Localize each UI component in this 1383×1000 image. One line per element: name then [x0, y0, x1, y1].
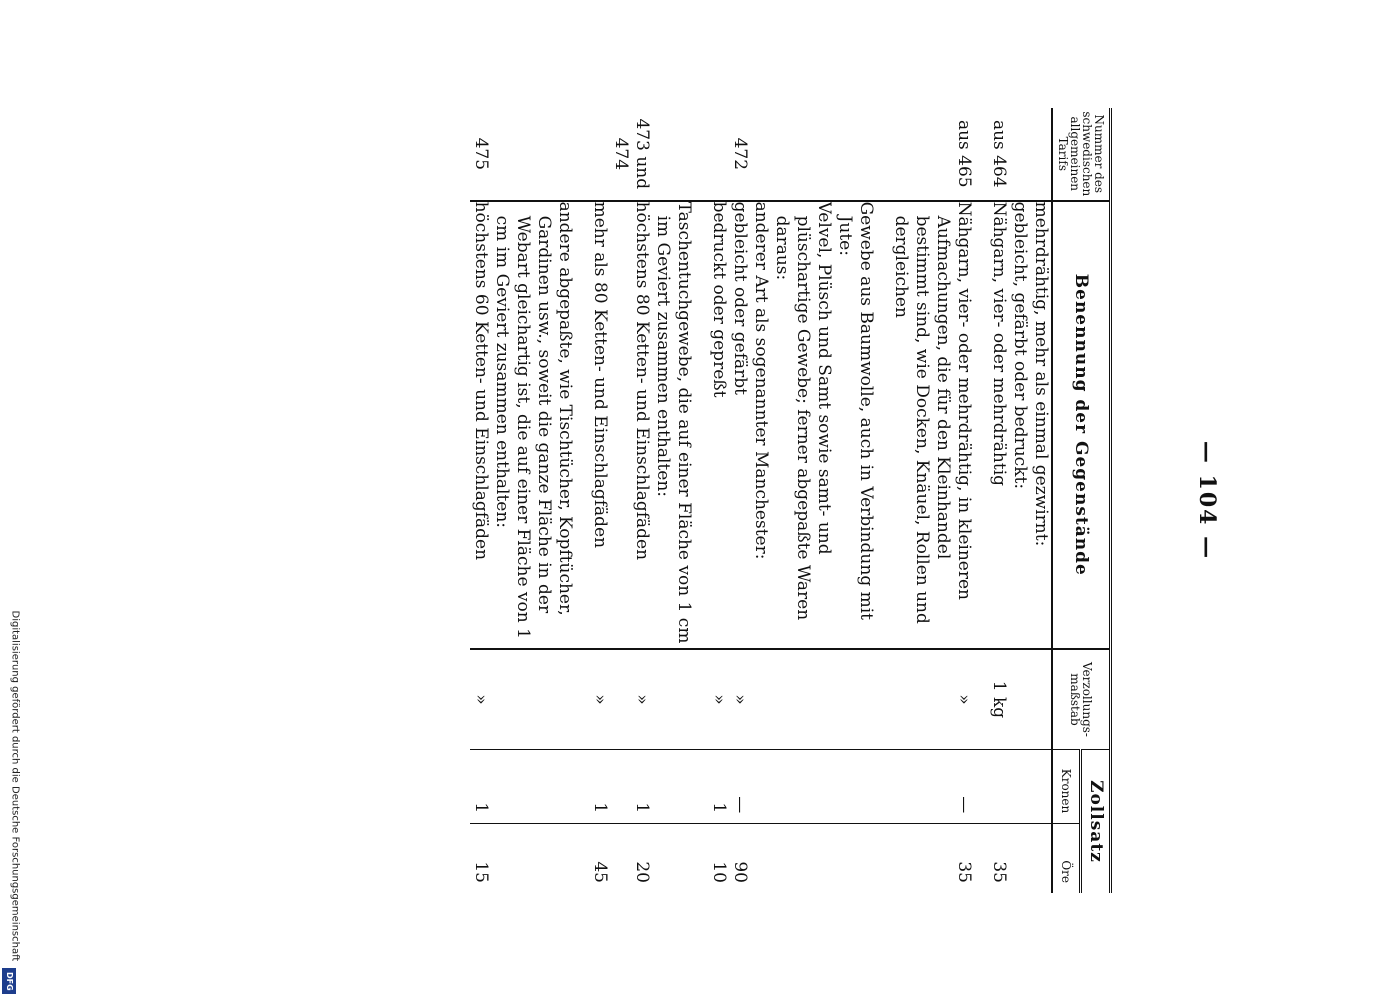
duty-unit: »	[729, 649, 750, 749]
table-row	[589, 108, 610, 893]
duty-unit: »	[890, 649, 974, 749]
duty-unit: »	[589, 649, 610, 749]
header-kronen: Kronen	[1052, 749, 1081, 823]
duty-kronen	[491, 749, 575, 823]
spacer-cell	[876, 649, 890, 749]
header-duty: Zollsatz	[1081, 749, 1111, 893]
table-row	[988, 108, 1009, 893]
duty-ore	[652, 824, 694, 893]
table-row	[491, 108, 575, 893]
tariff-number	[834, 108, 876, 201]
item-description: Nähgarn, vier- oder mehrdrähtig, in kleineren Aufmachungen, die für den Kleinhandel bestimmt sind, wie Docken, Knäuel, Rollen und dergleichen	[890, 201, 974, 649]
tariff-number	[1030, 108, 1052, 201]
tariff-number	[1009, 108, 1030, 201]
duty-kronen	[750, 749, 771, 823]
duty-ore	[1009, 824, 1030, 893]
duty-kronen	[1030, 749, 1052, 823]
duty-kronen	[834, 749, 876, 823]
spacer-cell	[694, 201, 708, 649]
table-row	[834, 108, 876, 893]
row-spacer	[876, 108, 890, 893]
spacer-cell	[974, 824, 988, 893]
spacer-cell	[974, 201, 988, 649]
table-row	[729, 108, 750, 893]
tariff-number	[652, 108, 694, 201]
item-description: Gewebe aus Baumwolle, auch in Verbindung mit Jute:	[834, 201, 876, 649]
credit-text: Digitalisierung gefördert durch die Deutsche Forschungsgemeinschaft	[9, 610, 21, 962]
spacer-cell	[974, 108, 988, 201]
spacer-cell	[694, 824, 708, 893]
spacer-cell	[974, 649, 988, 749]
item-description: Velvel, Plüsch und Samt sowie samt- und plüschartige Gewebe; ferner abgepaßte Waren daraus:	[771, 201, 834, 649]
spacer-cell	[575, 749, 589, 823]
spacer-cell	[876, 824, 890, 893]
tariff-number: 472	[729, 108, 750, 201]
item-description: Nähgarn, vier- oder mehrdrähtig	[988, 201, 1009, 649]
header-ore: Öre	[1052, 824, 1081, 893]
tariff-number	[589, 108, 610, 201]
spacer-cell	[974, 749, 988, 823]
item-description: mehr als 80 Ketten- und Einschlagfäden	[589, 201, 610, 649]
spacer-cell	[876, 749, 890, 823]
header-description: Benennung der Gegenstände	[1052, 201, 1111, 649]
duty-unit: »	[610, 649, 652, 749]
duty-ore	[771, 824, 834, 893]
duty-ore	[750, 824, 771, 893]
table-row	[708, 108, 729, 893]
duty-unit	[750, 649, 771, 749]
item-description: gebleicht, gefärbt oder bedruckt:	[1009, 201, 1030, 649]
duty-kronen: 1	[610, 749, 652, 823]
row-spacer	[974, 108, 988, 893]
item-description: bedruckt oder gepreßt	[708, 201, 729, 649]
duty-kronen	[652, 749, 694, 823]
duty-kronen: 1	[589, 749, 610, 823]
dfg-logo: DFG	[2, 968, 16, 994]
table-header	[1081, 108, 1111, 893]
duty-kronen	[988, 749, 1009, 823]
duty-unit: 1 kg	[988, 649, 1009, 749]
duty-ore: 90	[730, 861, 750, 883]
table-row	[771, 108, 834, 893]
row-spacer	[694, 108, 708, 893]
table-row	[1009, 108, 1030, 893]
duty-ore	[1030, 824, 1052, 893]
page-number: — 104 —	[1194, 440, 1220, 561]
tariff-number	[491, 108, 575, 201]
table-row	[470, 108, 491, 893]
tariff-table	[470, 108, 1112, 893]
tariff-number: 473 und 474	[610, 108, 652, 201]
duty-ore: 35	[989, 861, 1009, 883]
tariff-number	[708, 108, 729, 201]
duty-unit: »	[470, 649, 491, 749]
duty-ore: 10	[709, 861, 729, 883]
duty-unit	[1009, 649, 1030, 749]
duty-kronen: —	[729, 749, 750, 823]
item-description: andere abgepaßte, wie Tischtücher, Kopftücher, Gardinen usw., soweit die ganze Fläche in der Webart gleichartig ist, die auf einer Fläche von 1 cm im Geviert zusammen enthalten:	[491, 201, 575, 649]
tariff-number: 475	[470, 108, 491, 201]
document-page	[207, 108, 1220, 893]
duty-unit	[491, 649, 575, 749]
tariff-number	[771, 108, 834, 201]
duty-ore: 20	[632, 861, 652, 883]
spacer-cell	[694, 108, 708, 201]
spacer-cell	[575, 649, 589, 749]
duty-kronen	[771, 749, 834, 823]
duty-kronen: 1	[470, 749, 491, 823]
duty-kronen	[1009, 749, 1030, 823]
digitization-credit	[8, 608, 22, 993]
duty-ore	[834, 824, 876, 893]
spacer-cell	[575, 201, 589, 649]
header-unit: Verzollungs-maßstab	[1052, 649, 1111, 749]
header-number: Nummer des schwedischen allgemeinen Tarifs	[1052, 108, 1111, 201]
table-row	[890, 108, 974, 893]
tariff-number: aus 464	[988, 108, 1009, 201]
item-description: gebleicht oder gefärbt	[729, 201, 750, 649]
duty-unit	[1030, 649, 1052, 749]
duty-unit: »	[708, 649, 729, 749]
tariff-number: aus 465	[890, 108, 974, 201]
item-description: anderer Art als sogenannter Manchester:	[750, 201, 771, 649]
duty-unit	[834, 649, 876, 749]
duty-unit	[652, 649, 694, 749]
table-row	[750, 108, 771, 893]
table-row	[610, 108, 652, 893]
duty-ore: 35	[954, 861, 974, 883]
spacer-cell	[876, 201, 890, 649]
spacer-cell	[694, 749, 708, 823]
spacer-cell	[575, 108, 589, 201]
tariff-number	[750, 108, 771, 201]
spacer-cell	[876, 108, 890, 201]
item-description: Taschentuchgewebe, die auf einer Fläche von 1 cm im Geviert zusammen enthalten:	[652, 201, 694, 649]
duty-kronen: —	[890, 749, 974, 823]
table-row	[1030, 108, 1052, 893]
duty-ore: 45	[590, 861, 610, 883]
item-description: höchstens 80 Ketten- und Einschlagfäden	[610, 201, 652, 649]
duty-unit	[771, 649, 834, 749]
spacer-cell	[575, 824, 589, 893]
duty-ore	[491, 824, 575, 893]
spacer-cell	[694, 649, 708, 749]
table-row	[652, 108, 694, 893]
duty-kronen: 1	[708, 749, 729, 823]
item-description: mehrdrähtig, mehr als einmal gezwirnt:	[1030, 201, 1052, 649]
row-spacer	[575, 108, 589, 893]
item-description: höchstens 60 Ketten- und Einschlagfäden	[470, 201, 491, 649]
duty-ore: 15	[471, 861, 491, 883]
